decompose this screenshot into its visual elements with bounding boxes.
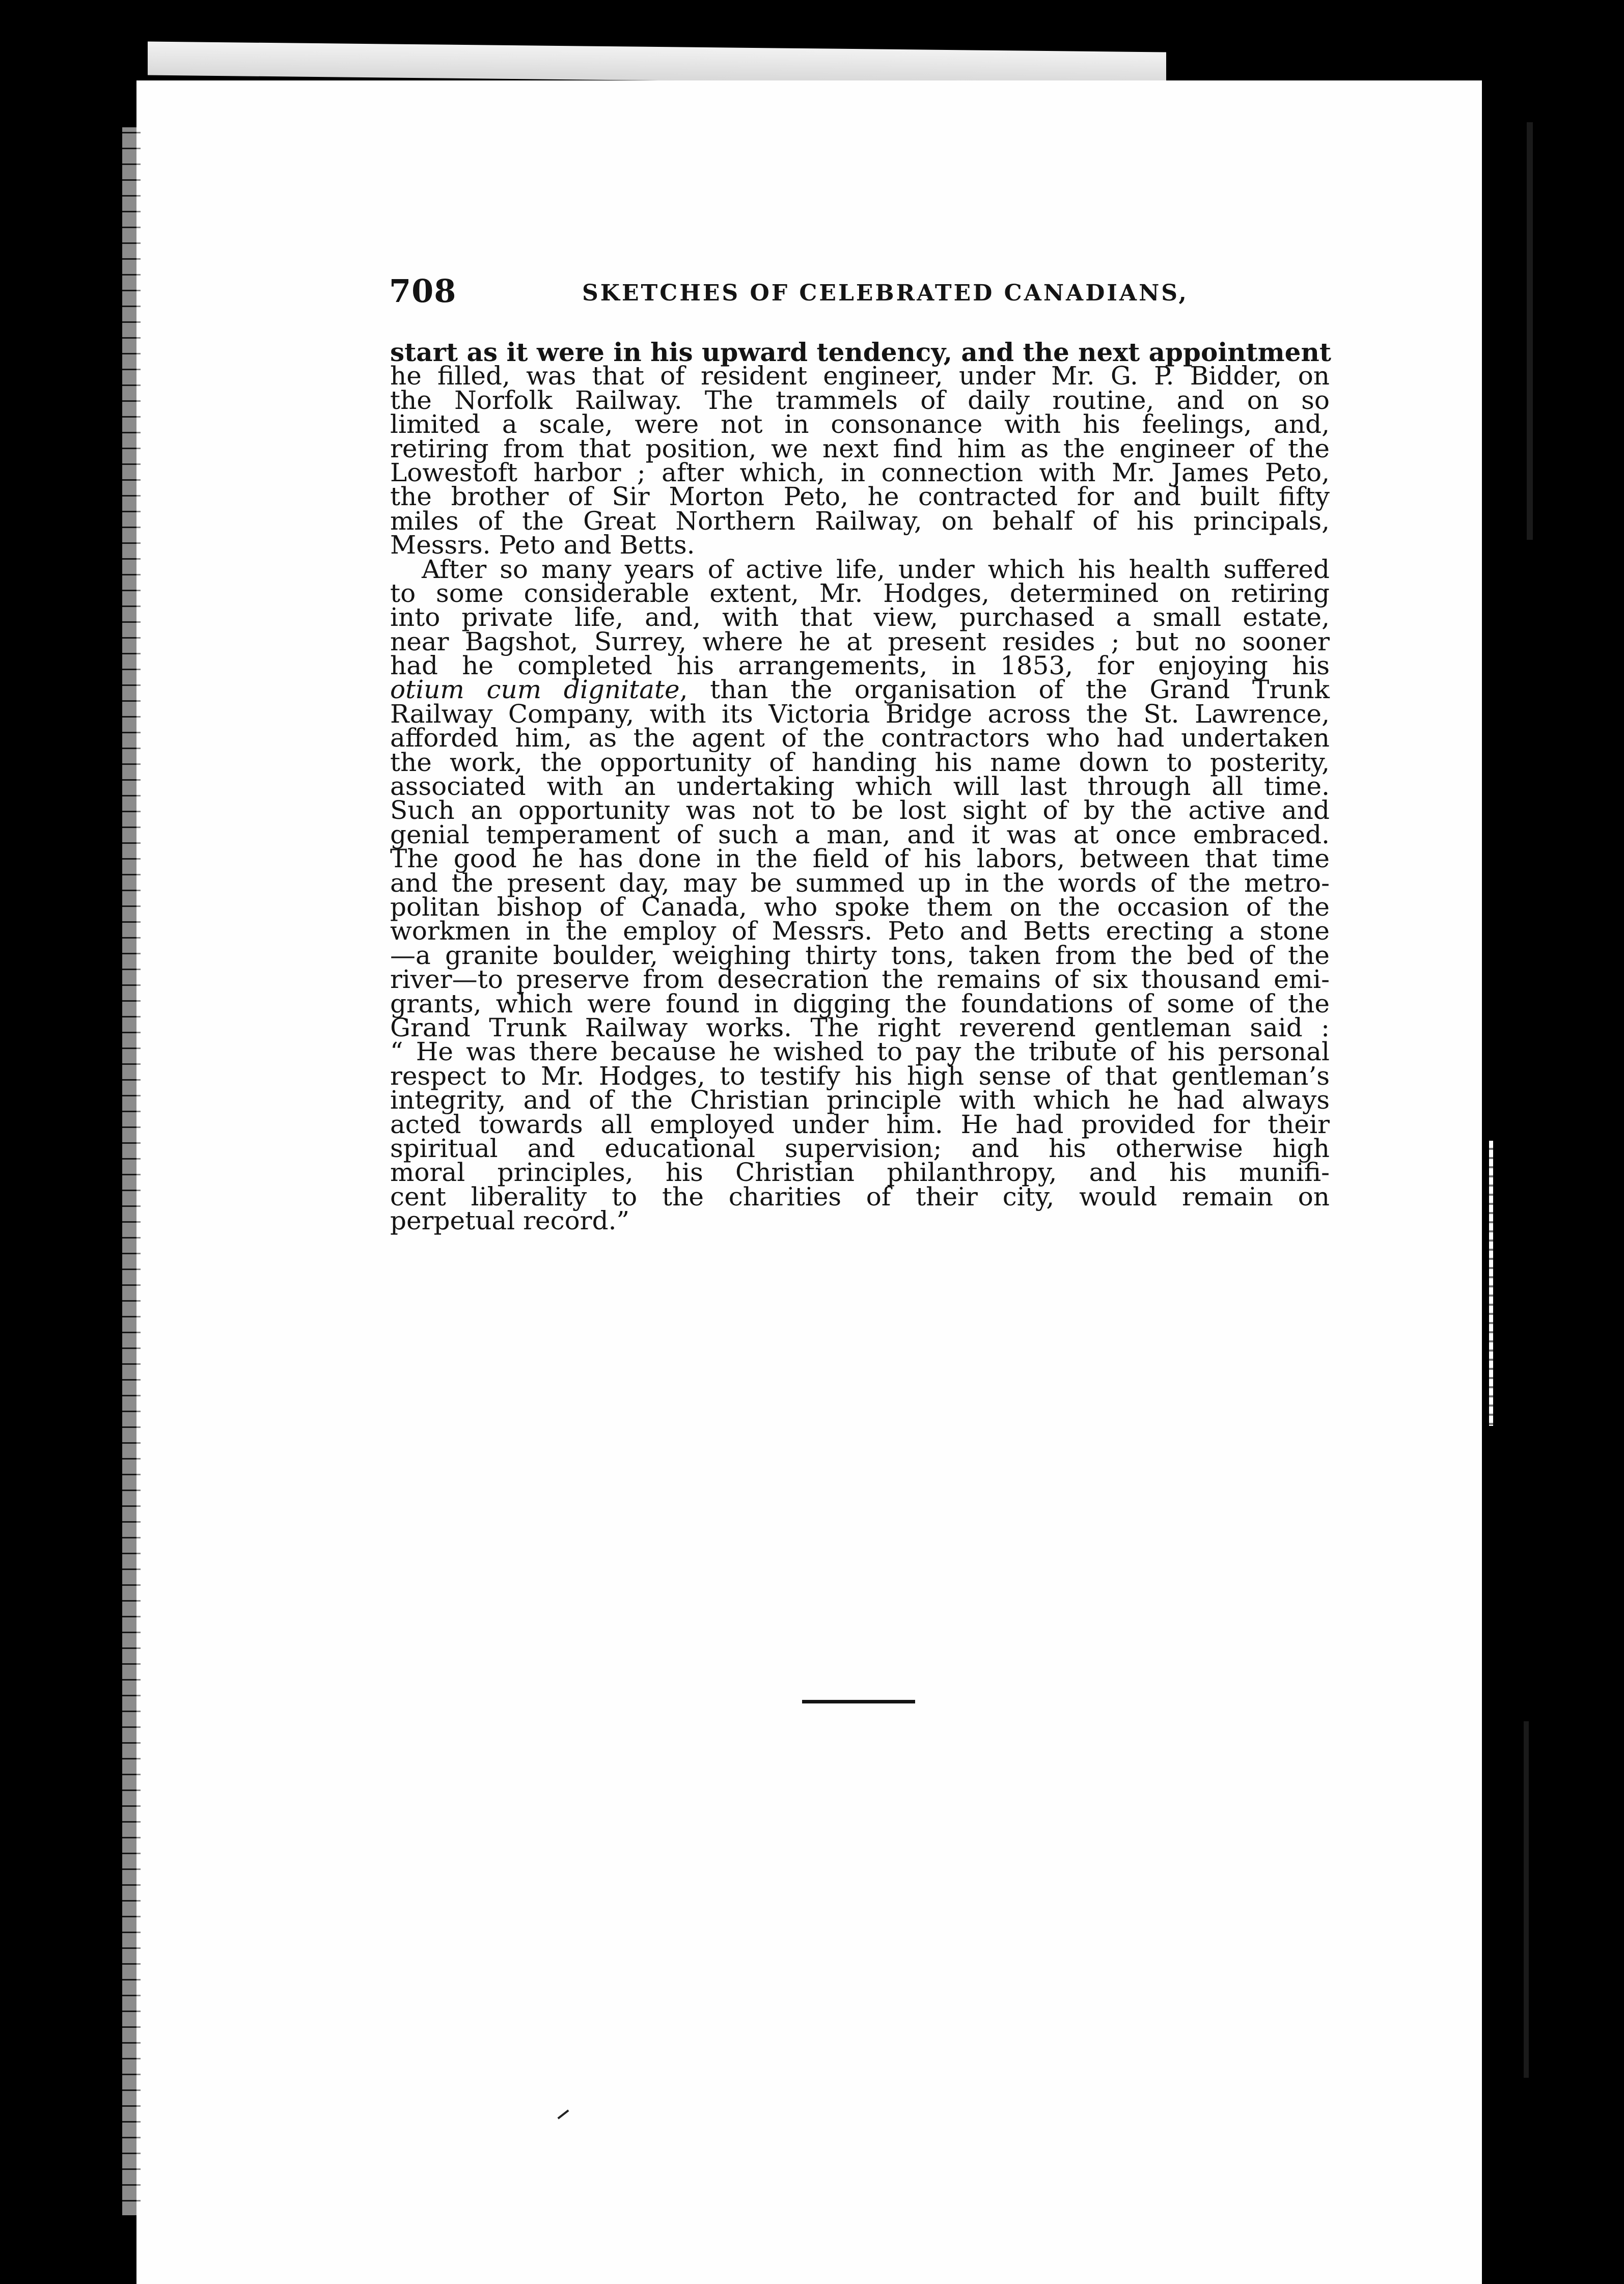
text-line: The good he has done in the field of his labors, between that time	[390, 844, 1330, 874]
text-line: the brother of Sir Morton Peto, he contracted for and built fifty	[390, 482, 1330, 512]
text-line: cent liberality to the charities of their city, would remain on	[390, 1181, 1330, 1212]
italic-phrase: otium cum dignitate	[390, 675, 680, 705]
left-margin-scan-noise	[122, 127, 141, 2215]
text-line: near Bagshot, Surrey, where he at present resides ; but no sooner	[390, 626, 1330, 656]
text-line: Lowestoft harbor ; after which, in connection with Mr. James Peto,	[390, 457, 1330, 487]
text-line: —a granite boulder, weighing thirty tons, taken from the bed of the	[390, 940, 1330, 970]
section-end-rule	[802, 1700, 915, 1703]
text-line: Such an opportunity was not to be lost sight of by the active and	[390, 795, 1330, 825]
binding-mark-bottom	[1524, 1721, 1529, 2078]
text-line: start as it were in his upward tendency, and the next appointment	[390, 337, 1331, 367]
text-line: “ He was there because he wished to pay the tribute of his personal	[390, 1037, 1330, 1067]
text-line: retiring from that position, we next find him as the engineer of the	[390, 433, 1330, 463]
text-line: acted towards all employed under him. He had provided for their	[390, 1109, 1330, 1139]
text-line: Railway Company, with its Victoria Bridge across the St. Lawrence,	[390, 699, 1330, 729]
text-line: afforded him, as the agent of the contractors who had undertaken	[390, 723, 1330, 753]
text-line: the Norfolk Railway. The trammels of daily routine, and on so	[390, 385, 1330, 415]
text-line: the work, the opportunity of handing his name down to posterity,	[390, 747, 1330, 777]
line-continuation: , than the organisation of the Grand Trunk	[679, 675, 1330, 705]
text-line: had he completed his arrangements, in 1853, for enjoying his	[390, 651, 1330, 681]
text-line: he filled, was that of resident engineer, under Mr. G. P. Bidder, on	[390, 361, 1330, 391]
text-line-italic-phrase	[390, 675, 1330, 705]
text-line: spiritual and educational supervision; and his otherwise high	[390, 1133, 1330, 1163]
text-line: miles of the Great Northern Railway, on behalf of his principals,	[390, 506, 1330, 536]
text-line: into private life, and, with that view, purchased a small estate,	[390, 602, 1330, 632]
text-line: respect to Mr. Hodges, to testify his high sense of that gentleman’s	[390, 1061, 1330, 1091]
text-line: to some considerable extent, Mr. Hodges, determined on retiring	[390, 578, 1330, 608]
right-margin-scan-noise	[1489, 1141, 1493, 1426]
text-line: and the present day, may be summed up in the words of the metro-	[390, 868, 1330, 898]
text-line: river—to preserve from desecration the remains of six thousand emi-	[390, 965, 1330, 995]
text-line: integrity, and of the Christian principle with which he had always	[390, 1085, 1330, 1115]
text-line: limited a scale, were not in consonance with his feelings, and,	[390, 409, 1330, 439]
text-line: moral principles, his Christian philanthropy, and his munifi-	[390, 1158, 1330, 1188]
text-line: genial temperament of such a man, and it was at once embraced.	[390, 819, 1330, 849]
text-line: workmen in the employ of Messrs. Peto and Betts erecting a stone	[390, 916, 1330, 946]
text-line: politan bishop of Canada, who spoke them on the occasion of the	[390, 892, 1330, 922]
text-line: grants, which were found in digging the foundations of some of the	[390, 988, 1330, 1019]
text-line: associated with an undertaking which will last through all time.	[390, 772, 1330, 802]
body-text	[390, 337, 1331, 1236]
binding-mark-top	[1527, 122, 1533, 540]
text-line: perpetual record.”	[390, 1206, 630, 1236]
text-line: After so many years of active life, under which his health suffered	[422, 554, 1330, 584]
text-line: Messrs. Peto and Betts.	[390, 530, 695, 560]
running-head: SKETCHES OF CELEBRATED CANADIANS,	[582, 280, 1189, 306]
text-line: Grand Trunk Railway works. The right reverend gentleman said :	[390, 1012, 1330, 1042]
page-number: 708	[389, 272, 457, 310]
